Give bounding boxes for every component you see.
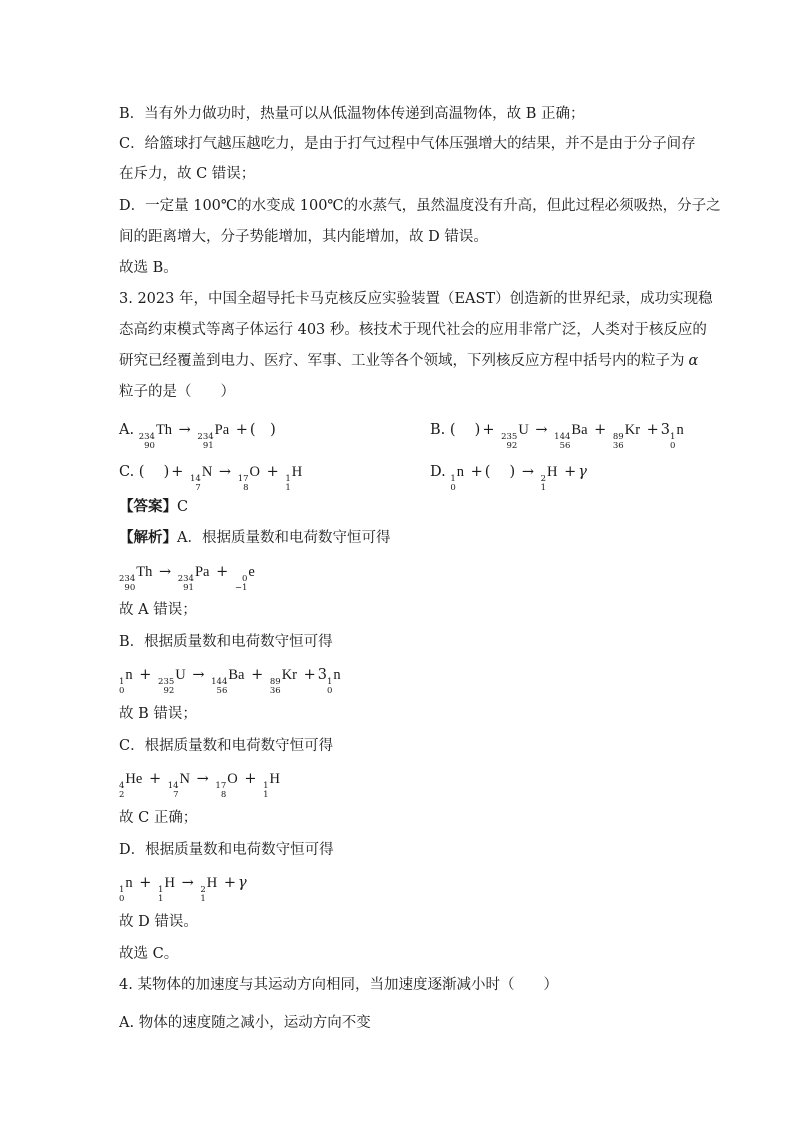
equation-d: 1 0 n + 1 1 H → 2 1 H + γ — [119, 875, 247, 904]
analysis-tag: 【解析】 — [119, 529, 177, 546]
question-3-line: 3. 2023 年，中国全超导托卡马克核反应实验装置（EAST）创造新的世界纪录，成功实现稳 — [119, 291, 713, 307]
option-label: B. — [430, 422, 446, 438]
answer-line — [119, 497, 188, 517]
question-4-option-a: A. 物体的速度随之减小，运动方向不变 — [119, 1015, 371, 1031]
question-3-line — [119, 351, 698, 371]
text-line: 故 D 错误。 — [119, 914, 198, 930]
text-line: B．当有外力做功时，热量可以从低温物体传递到高温物体，故 B 正确； — [119, 106, 585, 122]
option-label: C. — [119, 464, 135, 480]
text-line: 故 A 错误； — [119, 602, 197, 618]
option-d: D. 1 0 n + ( ) → 2 1 H + γ — [430, 464, 587, 493]
equation-a: 234 90 Th → 234 91 Pa + 0 −1 e — [119, 564, 255, 593]
text-segment: 研究已经覆盖到电力、医疗、军事、工业等各个领域，下列核反应方程中括号内的粒子为 — [119, 353, 685, 369]
option-b: B. ( ) + 235 92 U → 144 56 Ba + 89 36 Kr + 3 1 0 n — [430, 422, 684, 451]
text-line: D．根据质量数和电荷数守恒可得 — [119, 842, 334, 858]
text-line: 故 C 正确； — [119, 810, 198, 826]
text-line: 间的距离增大，分子势能增加，其内能增加，故 D 错误。 — [119, 229, 488, 245]
text-line: 故选 C。 — [119, 946, 179, 962]
question-3-line: 粒子的是（ ） — [119, 384, 235, 400]
text-line: 故 B 错误； — [119, 706, 197, 722]
text-line: 在斥力，故 C 错误； — [119, 166, 256, 182]
text-line: C．根据质量数和电荷数守恒可得 — [119, 738, 334, 754]
equation-b: 1 0 n + 235 92 U → 144 56 Ba + 89 36 Kr + 3 1 0 n — [119, 667, 341, 696]
text-line: 故选 B。 — [119, 260, 178, 276]
text-line: D．一定量 100℃的水变成 100℃的水蒸气，虽然温度没有升高，但此过程必须吸热，分子之 — [119, 198, 721, 214]
option-c: C. ( ) + 14 7 N → 17 8 O + 1 1 H — [119, 464, 303, 493]
answer-tag: 【答案】 — [119, 498, 177, 515]
alpha-symbol: α — [688, 353, 699, 369]
text-line: B．根据质量数和电荷数守恒可得 — [119, 634, 333, 650]
option-label: D. — [430, 464, 446, 480]
question-4-line: 4. 某物体的加速度与其运动方向相同，当加速度逐渐减小时（ ） — [119, 977, 558, 993]
option-a: A. 234 90 Th → 234 91 Pa + ( ) — [119, 422, 276, 451]
text-line: C．给篮球打气越压越吃力，是由于打气过程中气体压强增大的结果，并不是由于分子间存 — [119, 136, 696, 152]
equation-c: 4 2 He + 14 7 N → 17 8 O + 1 1 H — [119, 771, 280, 800]
text-segment: A．根据质量数和电荷数守恒可得 — [177, 530, 391, 546]
analysis-line — [119, 528, 390, 548]
option-label: A. — [119, 422, 135, 438]
answer-value: C — [177, 499, 189, 515]
question-3-line: 态高约束模式等离子体运行 403 秒。核技术于现代社会的应用非常广泛，人类对于核反应的 — [119, 322, 707, 338]
